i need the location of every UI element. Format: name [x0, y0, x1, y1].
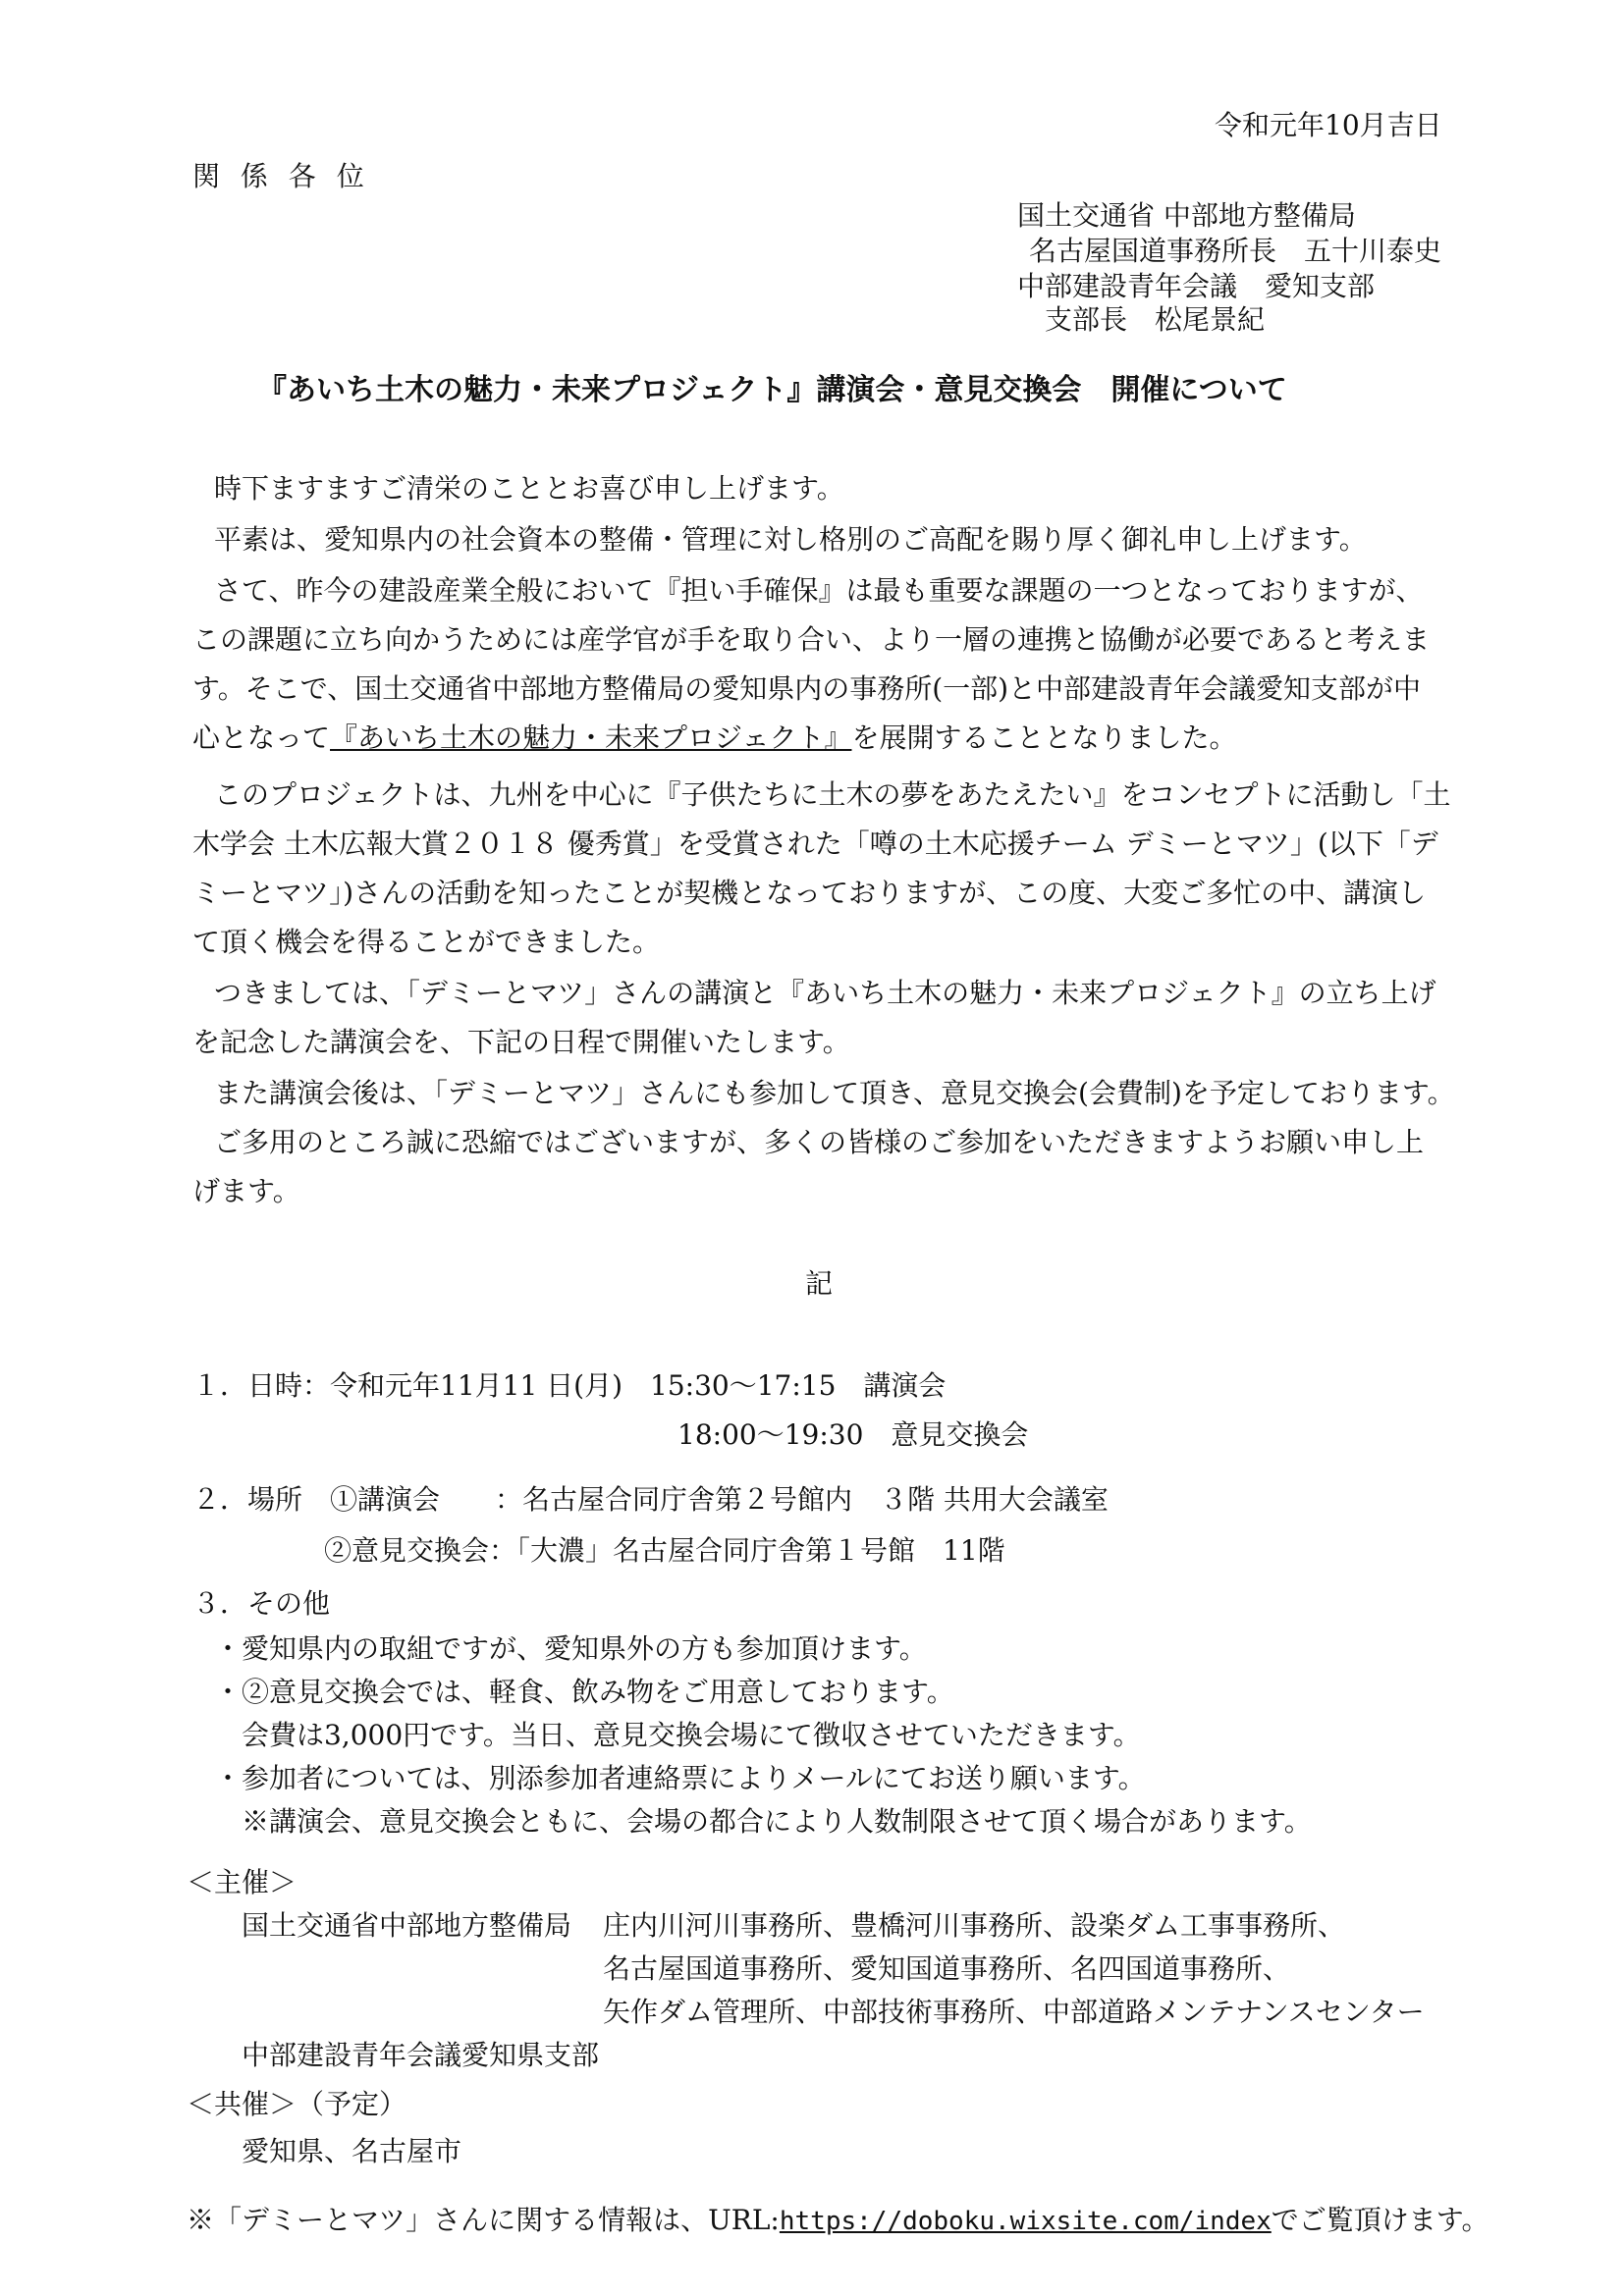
item-datetime-2: 18:00～19:30 意見交換会: [677, 1418, 1029, 1451]
organizer-offices: 名古屋国道事務所、愛知国道事務所、名四国道事務所、: [603, 1952, 1291, 1985]
item-venue: ２．場所 ①講演会 ：名古屋合同庁舎第２号館内 ３階 共用大会議室: [192, 1483, 1109, 1516]
addressee: 関 係 各 位: [192, 160, 370, 192]
item-other: ３．その他: [192, 1587, 331, 1620]
footer-suffix: でご覧頂けます。: [1271, 2204, 1489, 2236]
body-line: 平素は、愛知県内の社会資本の整備・管理に対し格別のご高配を賜り厚く御礼申し上げます。: [214, 523, 1367, 556]
body-line: ミーとマツ」)さんの活動を知ったことが契機となっておりますが、この度、大変ご多忙の中、講演し: [192, 877, 1427, 909]
body-text: 心となって: [192, 721, 331, 754]
note-bullet-cont: 会費は3,000円です。当日、意見交換会場にて徴収させていただきます。: [242, 1719, 1141, 1751]
organizer-name: 国土交通省中部地方整備局: [242, 1909, 572, 1942]
organizer-offices: 矢作ダム管理所、中部技術事務所、中部道路メンテナンスセンター: [603, 1996, 1425, 2028]
organizer-name: 中部建設青年会議愛知県支部: [242, 2039, 600, 2071]
sender-line-4: 支部長 松尾景紀: [1045, 303, 1266, 336]
note-bullet-cont: ※講演会、意見交換会ともに、会場の都合により人数制限させて頂く場合があります。: [242, 1805, 1312, 1838]
sender-line-1: 国土交通省 中部地方整備局: [1017, 199, 1356, 232]
item-venue-2: ②意見交換会：「大濃」名古屋合同庁舎第１号館 11階: [324, 1534, 1005, 1567]
body-line: げます。: [192, 1175, 300, 1207]
document-date: 令和元年10月吉日: [1215, 109, 1442, 141]
co-organizer-heading: ＜共催＞（予定）: [187, 2088, 407, 2120]
body-line: す。そこで、国土交通省中部地方整備局の愛知県内の事務所(一部)と中部建設青年会議愛知支部が中: [192, 672, 1422, 705]
ki-heading: 記: [805, 1267, 834, 1300]
body-line: 木学会 土木広報大賞２０１８ 優秀賞」を受賞された「噂の土木応援チーム デミーとマツ」(以下「デ: [192, 828, 1438, 860]
note-bullet: ・参加者については、別添参加者連絡票によりメールにてお送り願います。: [214, 1762, 1146, 1794]
body-line: このプロジェクトは、九州を中心に『子供たちに土木の夢をあたえたい』をコンセプトに活動し「土: [214, 778, 1451, 811]
body-line: を記念した講演会を、下記の日程で開催いたします。: [192, 1026, 850, 1058]
project-name-underlined: 『あいち土木の魅力・未来プロジェクト』: [330, 721, 852, 754]
footer-prefix: ※「デミーとマツ」さんに関する情報は、URL:: [187, 2204, 780, 2236]
document-title: 『あいち土木の魅力・未来プロジェクト』講演会・意見交換会 開催について: [257, 373, 1287, 407]
body-line: ご多用のところ誠に恐縮ではございますが、多くの皆様のご参加をいただきますようお願い申し上: [214, 1126, 1425, 1158]
footer-note: [187, 2201, 1489, 2241]
body-line: また講演会後は、「デミーとマツ」さんにも参加して頂き、意見交換会(会費制)を予定しております。: [214, 1077, 1455, 1109]
organizer-heading: ＜主催＞: [187, 1866, 298, 1898]
organizer-offices: 庄内川河川事務所、豊橋河川事務所、設楽ダム工事事務所、: [603, 1909, 1346, 1942]
sender-line-3: 中部建設青年会議 愛知支部: [1017, 270, 1376, 302]
body-line: つきましては、「デミーとマツ」さんの講演と『あいち土木の魅力・未来プロジェクト』の立ち上げ: [214, 977, 1436, 1009]
body-line: [192, 719, 1236, 758]
body-line: 時下ますますご清栄のこととお喜び申し上げます。: [214, 472, 844, 505]
note-bullet: ・愛知県内の取組ですが、愛知県外の方も参加頂けます。: [214, 1632, 927, 1665]
body-line: さて、昨今の建設産業全般において『担い手確保』は最も重要な課題の一つとなっておりますが、: [214, 574, 1424, 607]
body-line: て頂く機会を得ることができました。: [192, 926, 661, 958]
body-text: を展開することとなりました。: [851, 721, 1237, 754]
body-line: この課題に立ち向かうためには産学官が手を取り合い、より一層の連携と協働が必要であると考えま: [192, 623, 1431, 656]
sender-line-2: 名古屋国道事務所長 五十川泰史: [1029, 235, 1442, 267]
item-datetime: １．日時：令和元年11月11 日(月) 15:30～17:15 講演会: [192, 1369, 947, 1402]
website-link[interactable]: https://doboku.wixsite.com/index: [779, 2207, 1272, 2236]
co-organizer-names: 愛知県、名古屋市: [242, 2135, 462, 2167]
note-bullet: ・②意見交換会では、軽食、飲み物をご用意しております。: [214, 1676, 954, 1708]
